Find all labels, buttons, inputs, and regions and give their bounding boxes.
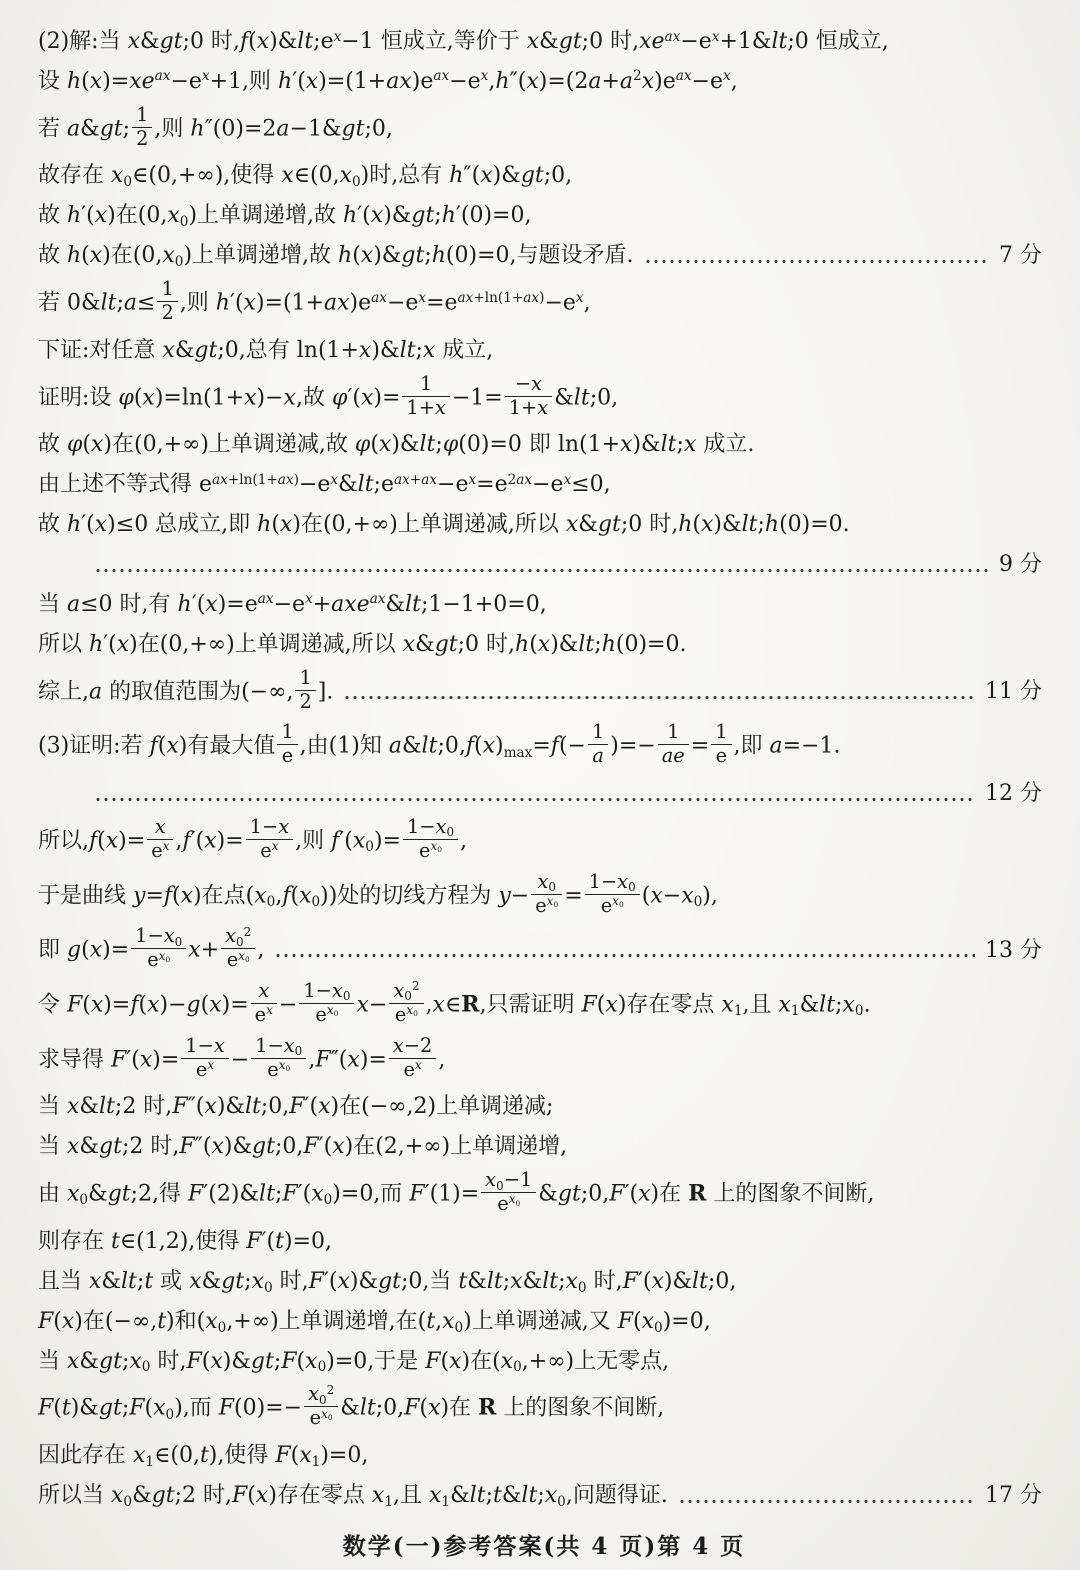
dot-leader [276,953,975,958]
solution-line [38,66,1050,98]
score-label: 13 分 [985,937,1042,963]
math-text: 所以当 x0&gt;2 时,F(x)存在零点 x1,且 x1&lt;t&lt;x0,问题得证. [38,1483,668,1510]
solution-line [38,200,1050,232]
math-text: 故 h′(x)在(0,x0)上单调递增,故 h′(x)&gt;h′(0)=0, [38,203,532,231]
solution-line [38,1226,1050,1258]
dot-leader [96,797,975,802]
page-footer: 数学(一)参考答案(共 4 页)第 4 页 [342,1532,746,1560]
math-text: 当 x&gt;x0 时,F(x)&gt;F(x0)=0,于是 F(x)在(x0,+∞)上无零点, [38,1348,670,1376]
math-text: 设 $h(x)=xe^{ax}-e^x+1$,则 $h'(x)=(1+ax)e^{ax}-e^x,h''(x)=(2a+a^2x)e^{ax}-e^x$, [38,68,738,94]
solution-line [38,335,1050,367]
math-text: 所以,f(x)= $\frac{x}{e^x}$ ,f′(x)= $\frac{1-x}{e^x}$ ,则 f′(x0)= $\frac{1-x0}{e^{x0}}$ , [38,815,468,862]
solution-line [38,1440,1050,1472]
math-text: 故存在 x0∈(0,+∞),使得 x∈(0,x0)时,总有 h″(x)&gt;0, [38,163,573,191]
math-text: 故 h′(x)≤0 总成立,即 h(x)在(0,+∞)上单调递减,所以 x&gt;0 时,h(x)&lt;h(0)=0. [38,512,850,538]
solution-line [38,778,1050,810]
math-text: 由上述不等式得 $e^{ax+ln(1+ax)}-e^x\&lt;e^{ax+ax}-e^x=e^{2ax}-e^x\le 0$, [38,471,611,498]
math-text: 故 h(x)在(0,x0)上单调递增,故 h(x)&gt;h(0)=0,与题设矛盾. [38,243,634,271]
math-text: 则存在 t∈(1,2),使得 F′(t)=0, [38,1228,332,1254]
solution-line [38,1131,1050,1163]
dot-leader [646,259,989,264]
score-label: 12 分 [985,781,1042,807]
math-text: 且当 x&lt;t 或 x&gt;x0 时,F′(x)&gt;0,当 t&lt;x&lt;x0 时,F′(x)&lt;0, [38,1268,737,1296]
solution-line [38,549,1050,581]
solution-line [38,102,1050,153]
solution-line [38,277,1050,327]
math-text: 求导得 F′(x)= $\frac{1-x}{e^x}$ − $\frac{1-x0}{e^{x0}}$ ,F″(x)= $\frac{x-2}{e^x}$ , [38,1033,446,1081]
math-text: 于是曲线 y=f(x)在点(x0,f(x0))处的切线方程为 y− $\frac{x0}{e^{x0}}$ = $\frac{1-x0}{e^{x0}}$ (x−x0), [38,869,718,917]
solution-line [38,1033,1050,1084]
math-text: 证明:设 φ(x)=ln(1+x)−x,故 φ′(x)= $\frac{1}{1+x}$ −1= $\frac{-x}{1+x}$ &lt;0, [38,371,619,419]
solution-line [38,629,1050,661]
math-text: 当 x&lt;2 时,F″(x)&lt;0,F′(x)在(−∞,2)上单调递减; [38,1094,554,1120]
dot-leader [345,695,975,700]
solution-line [38,469,1050,501]
score-label: 9 分 [999,552,1042,578]
solution-line [38,1306,1050,1338]
math-text: 因此存在 x1∈(0,t),使得 F(x1)=0, [38,1443,369,1470]
solution-line [38,869,1050,920]
solution-line [38,924,1050,974]
math-text: 综上,a 的取值范围为(−∞, $\frac{1}{2}$ ]. [38,665,334,713]
math-text: 令 F(x)=f(x)−g(x)= $\frac{x}{e^x}$ − $\frac{1-x0}{e^{x0}}$ x− $\frac{x0^2}{e^{x0}}$ ,x∈R,只需证明 F(x)存在零点 x1,且 x1&lt;x0. [38,979,871,1026]
solution-line [38,160,1050,192]
solution-line [38,1480,1050,1512]
math-text: 下证:对任意 x&gt;0,总有 ln(1+x)&lt;x 成立, [38,337,494,363]
solution-line [38,665,1050,716]
math-text: (2)解:当 x&gt;0 时$,f(x)\&lt;e^x-1$ 恒成立,等价于 x&gt;0 时$,xe^{ax}-e^x+1\&lt;0$ 恒成立, [38,28,889,54]
solution-lines [38,26,1050,1512]
dot-leader [680,1499,975,1504]
math-text: 即 g(x)= $\frac{1-x0}{e^{x0}}$ x+ $\frac{x0^2}{e^{x0}}$ , [38,924,265,972]
dot-leader [96,568,989,573]
math-text: 若 0&lt;a≤ $\frac{1}{2}$ ,则 $h'(x)=(1+ax)e^{ax}-e^x=e^{ax+ln(1+ax)}-e^x$, [38,277,591,324]
solution-line [38,429,1050,461]
math-text: 由 x0&gt;2,得 F′(2)&lt;F′(x0)=0,而 F′(1)= $\frac{x0-1}{e^{x0}}$ &gt;0,F′(x)在 R 上的图象不间断, [38,1168,875,1216]
solution-line [38,509,1050,541]
score-label: 17 分 [985,1483,1042,1509]
solution-line [38,240,1050,272]
solution-line [38,1346,1050,1378]
math-text: 若 a&gt; $\frac{1}{2}$ ,则 h″(0)=2a−1&gt;0, [38,102,393,150]
solution-line [38,1382,1050,1432]
math-text: 当 a≤0 时,有 $h'(x)=e^{ax}-e^x+axe^{ax}\&lt;1-1+0=0$, [38,591,547,617]
solution-line [38,1091,1050,1123]
answer-sheet [38,26,1050,1561]
solution-line [38,815,1050,865]
solution-line [38,1266,1050,1298]
math-text: 当 x&gt;2 时,F″(x)&gt;0,F′(x)在(2,+∞)上单调递增, [38,1134,568,1160]
solution-line [38,589,1050,621]
solution-line [38,26,1050,58]
score-label: 11 分 [985,679,1042,705]
math-text: (3)证明:若 f(x)有最大值 $\frac{1}{e}$ ,由(1)知 a&lt;0,f(x)max=f(− $\frac{1}{a}$ )=− $\frac{1}{ae}$ = $\frac{1}{e}$ ,即 a=−1. [38,720,841,768]
score-label: 7 分 [999,243,1042,269]
solution-line [38,720,1050,770]
math-text: F(t)&gt;F(x0),而 F(0)=− $\frac{x0^2}{e^{x0}}$ &lt;0,F(x)在 R 上的图象不间断, [38,1382,665,1430]
solution-line [38,1168,1050,1218]
solution-line [38,371,1050,422]
math-text: 所以 h′(x)在(0,+∞)上单调递减,所以 x&gt;0 时,h(x)&lt;h(0)=0. [38,631,687,657]
math-text: 故 φ(x)在(0,+∞)上单调递减,故 φ(x)&lt;φ(0)=0 即 ln(1+x)&lt;x 成立. [38,432,755,458]
math-text: F(x)在(−∞,t)和(x0,+∞)上单调递增,在(t,x0)上单调递减,又 F(x0)=0, [38,1308,711,1336]
solution-line [38,979,1050,1029]
